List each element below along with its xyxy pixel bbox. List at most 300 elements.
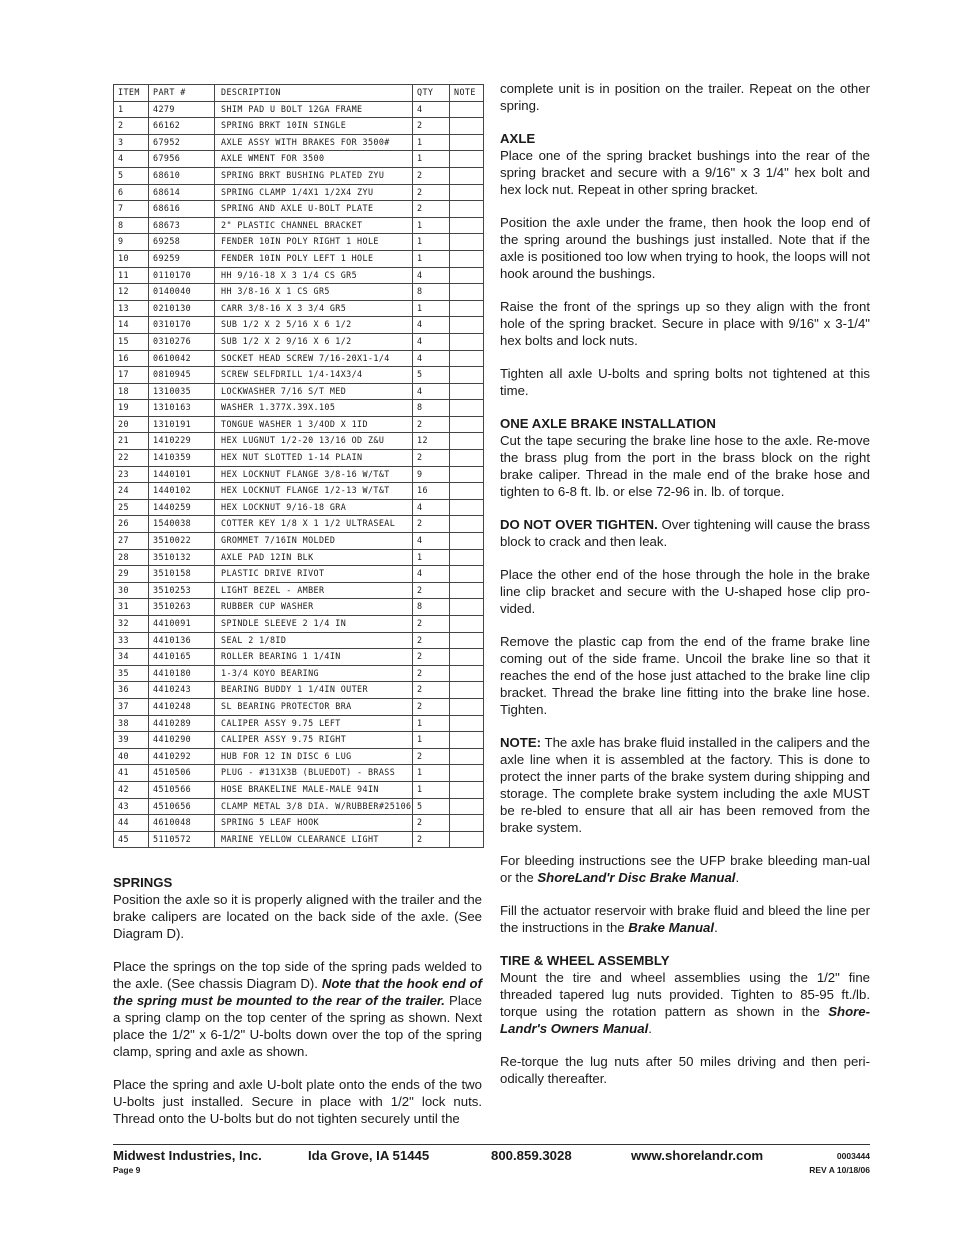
table-row <box>114 582 484 599</box>
table-row <box>114 665 484 682</box>
cell-qty: 2 <box>413 748 450 765</box>
cell-description: AXLE ASSY WITH BRAKES FOR 3500# <box>215 134 413 151</box>
cell-part-number: 3510022 <box>149 533 215 550</box>
cell-part-number: 68610 <box>149 167 215 184</box>
cell-description: SL BEARING PROTECTOR BRA <box>215 698 413 715</box>
table-row <box>114 616 484 633</box>
cell-note <box>450 815 484 832</box>
cell-description: BEARING BUDDY 1 1/4IN OUTER <box>215 682 413 699</box>
cell-item: 20 <box>114 416 149 433</box>
cell-part-number: 4410292 <box>149 748 215 765</box>
cell-note <box>450 632 484 649</box>
cell-qty: 4 <box>413 101 450 118</box>
cell-note <box>450 101 484 118</box>
parts-table <box>113 84 484 848</box>
cell-description: HEX LOCKNUT FLANGE 1/2-13 W/T&T <box>215 483 413 500</box>
cell-note <box>450 134 484 151</box>
cell-note <box>450 167 484 184</box>
cell-item: 3 <box>114 134 149 151</box>
cell-note <box>450 400 484 417</box>
cell-note <box>450 217 484 234</box>
right-column <box>500 80 870 1087</box>
cell-description: GROMMET 7/16IN MOLDED <box>215 533 413 550</box>
cell-item: 28 <box>114 549 149 566</box>
cell-item: 19 <box>114 400 149 417</box>
cell-note <box>450 383 484 400</box>
cell-part-number: 66162 <box>149 118 215 135</box>
cell-qty: 16 <box>413 483 450 500</box>
table-row <box>114 350 484 367</box>
cell-qty: 2 <box>413 831 450 848</box>
cell-part-number: 68616 <box>149 201 215 218</box>
tire-text: Mount the tire and wheel assemblies using the 1/2" fine threaded tapered lug nuts provided. Tighten to 85-95 ft./lb. torque using the rotation pattern as shown in the <box>500 970 870 1019</box>
cell-part-number: 4410248 <box>149 698 215 715</box>
cell-note <box>450 582 484 599</box>
cell-part-number: 0310276 <box>149 333 215 350</box>
brake-manual-ref: Brake Manual <box>628 920 715 935</box>
header-qty: QTY <box>413 85 450 102</box>
cell-item: 8 <box>114 217 149 234</box>
cell-description: HEX LOCKNUT FLANGE 3/8-16 W/T&T <box>215 466 413 483</box>
bleeding-end: . <box>735 870 740 885</box>
cell-qty: 2 <box>413 118 450 135</box>
cell-note <box>450 317 484 334</box>
table-row <box>114 566 484 583</box>
springs-section <box>113 874 482 1127</box>
cell-part-number: 1410359 <box>149 450 215 467</box>
parts-table-header-row <box>114 85 484 102</box>
cell-note <box>450 466 484 483</box>
cell-qty: 1 <box>413 300 450 317</box>
cell-description: CALIPER ASSY 9.75 LEFT <box>215 715 413 732</box>
cell-item: 17 <box>114 367 149 384</box>
cell-note <box>450 416 484 433</box>
cell-note <box>450 350 484 367</box>
table-row <box>114 798 484 815</box>
cell-description: LIGHT BEZEL - AMBER <box>215 582 413 599</box>
cell-note <box>450 333 484 350</box>
table-row <box>114 765 484 782</box>
table-row <box>114 649 484 666</box>
cell-item: 25 <box>114 499 149 516</box>
header-item: ITEM <box>114 85 149 102</box>
brake-paragraph-3: Place the other end of the hose through the hole in the brake line clip bracket and secure with the U-shaped hose clip pro-vided. <box>500 567 870 616</box>
footer-phone: 800.859.3028 <box>491 1148 572 1163</box>
cell-description: PLUG - #131X3B (BLUEDOT) - BRASS <box>215 765 413 782</box>
cell-part-number: 0210130 <box>149 300 215 317</box>
table-row <box>114 698 484 715</box>
cell-description: 1-3/4 KOYO BEARING <box>215 665 413 682</box>
cell-note <box>450 499 484 516</box>
tire-end: . <box>648 1021 652 1036</box>
tire-heading: TIRE & WHEEL ASSEMBLY <box>500 953 670 968</box>
table-row <box>114 134 484 151</box>
brake-warning: DO NOT OVER TIGHTEN. <box>500 517 658 532</box>
cell-description: TONGUE WASHER 1 3/4OD X 1ID <box>215 416 413 433</box>
cell-description: SUB 1/2 X 2 5/16 X 6 1/2 <box>215 317 413 334</box>
cell-qty: 4 <box>413 383 450 400</box>
cell-item: 30 <box>114 582 149 599</box>
cell-description: 2" PLASTIC CHANNEL BRACKET <box>215 217 413 234</box>
cell-part-number: 0310170 <box>149 317 215 334</box>
note-label: NOTE: <box>500 735 542 750</box>
cell-qty: 1 <box>413 715 450 732</box>
cell-part-number: 4610048 <box>149 815 215 832</box>
cell-description: PLASTIC DRIVE RIVOT <box>215 566 413 583</box>
table-row <box>114 499 484 516</box>
cell-item: 43 <box>114 798 149 815</box>
table-row <box>114 284 484 301</box>
parts-table-body <box>114 101 484 848</box>
cell-qty: 4 <box>413 566 450 583</box>
cell-part-number: 3510263 <box>149 599 215 616</box>
fill-end: . <box>714 920 718 935</box>
cell-qty: 8 <box>413 599 450 616</box>
cell-part-number: 3510132 <box>149 549 215 566</box>
cell-item: 21 <box>114 433 149 450</box>
cell-part-number: 68614 <box>149 184 215 201</box>
cell-item: 14 <box>114 317 149 334</box>
table-row <box>114 167 484 184</box>
cell-part-number: 5110572 <box>149 831 215 848</box>
cell-part-number: 4410180 <box>149 665 215 682</box>
cell-item: 38 <box>114 715 149 732</box>
cell-description: HEX LOCKNUT 9/16-18 GRA <box>215 499 413 516</box>
header-note: NOTE <box>450 85 484 102</box>
cell-description: RUBBER CUP WASHER <box>215 599 413 616</box>
footer-revision: REV A 10/18/06 <box>809 1165 870 1175</box>
cell-qty: 4 <box>413 267 450 284</box>
cell-item: 13 <box>114 300 149 317</box>
cell-part-number: 1540038 <box>149 516 215 533</box>
cell-qty: 2 <box>413 698 450 715</box>
cell-description: WASHER 1.377X.39X.105 <box>215 400 413 417</box>
cell-description: SPRING BRKT 10IN SINGLE <box>215 118 413 135</box>
cell-part-number: 68673 <box>149 217 215 234</box>
cell-part-number: 1310163 <box>149 400 215 417</box>
table-row <box>114 217 484 234</box>
cell-description: LOCKWASHER 7/16 S/T MED <box>215 383 413 400</box>
cell-note <box>450 599 484 616</box>
brake-paragraph-4: Remove the plastic cap from the end of the frame brake line coming out of the side frame. Uncoil the brake line so that it reaches the end of the hose just attached to the brake line clip bracket. Thread the brake line fitting into the brake line hose. Tighten. <box>500 634 870 717</box>
cell-note <box>450 118 484 135</box>
table-row <box>114 383 484 400</box>
springs-p2-emphasis: Note that the hook end of the spring must be mounted to the rear of the trailer. <box>113 976 482 1008</box>
cell-note <box>450 284 484 301</box>
cell-description: HH 3/8-16 X 1 CS GR5 <box>215 284 413 301</box>
cell-description: SUB 1/2 X 2 9/16 X 6 1/2 <box>215 333 413 350</box>
cell-item: 22 <box>114 450 149 467</box>
cell-item: 45 <box>114 831 149 848</box>
table-row <box>114 748 484 765</box>
cell-description: FENDER 10IN POLY RIGHT 1 HOLE <box>215 234 413 251</box>
cell-note <box>450 616 484 633</box>
cell-qty: 1 <box>413 217 450 234</box>
table-row <box>114 632 484 649</box>
table-row <box>114 549 484 566</box>
cell-part-number: 3510253 <box>149 582 215 599</box>
springs-paragraph-1: Position the axle so it is properly aligned with the trailer and the brake calipers are located on the back side of the axle. (See Diagram D). <box>113 892 482 941</box>
cell-description: SPRING CLAMP 1/4X1 1/2X4 ZYU <box>215 184 413 201</box>
cell-part-number: 1440102 <box>149 483 215 500</box>
table-row <box>114 599 484 616</box>
table-row <box>114 400 484 417</box>
cell-qty: 2 <box>413 616 450 633</box>
cell-description: SPINDLE SLEEVE 2 1/4 IN <box>215 616 413 633</box>
axle-paragraph-3: Raise the front of the springs up so they align with the front hole of the spring bracket. Secure in place with 9/16" x 3-1/4" hex bolts and lock nuts. <box>500 299 870 348</box>
axle-paragraph-1: Place one of the spring bracket bushings into the rear of the spring bracket and secure with a 9/16" x 3 1/4" hex bolt and hex lock nut. Repeat in other spring bracket. <box>500 148 870 197</box>
cell-qty: 1 <box>413 765 450 782</box>
table-row <box>114 516 484 533</box>
cell-qty: 2 <box>413 416 450 433</box>
table-row <box>114 201 484 218</box>
cell-qty: 2 <box>413 649 450 666</box>
cell-part-number: 4410136 <box>149 632 215 649</box>
cell-note <box>450 682 484 699</box>
cell-description: SOCKET HEAD SCREW 7/16-20X1-1/4 <box>215 350 413 367</box>
cell-note <box>450 831 484 848</box>
cell-item: 2 <box>114 118 149 135</box>
footer-website: www.shorelandr.com <box>631 1148 764 1163</box>
cell-description: HOSE BRAKELINE MALE-MALE 94IN <box>215 781 413 798</box>
cell-part-number: 4510506 <box>149 765 215 782</box>
header-part-number: PART # <box>149 85 215 102</box>
cell-qty: 2 <box>413 184 450 201</box>
cell-qty: 2 <box>413 682 450 699</box>
cell-description: SPRING AND AXLE U-BOLT PLATE <box>215 201 413 218</box>
bleeding-text: For bleeding instructions see the UFP brake bleeding man-ual or the <box>500 853 870 885</box>
cell-part-number: 1440259 <box>149 499 215 516</box>
cell-description: MARINE YELLOW CLEARANCE LIGHT <box>215 831 413 848</box>
cell-part-number: 4410290 <box>149 732 215 749</box>
table-row <box>114 267 484 284</box>
cell-qty: 1 <box>413 549 450 566</box>
cell-part-number: 67956 <box>149 151 215 168</box>
cell-item: 39 <box>114 732 149 749</box>
footer-company: Midwest Industries, Inc. <box>113 1148 262 1163</box>
cell-note <box>450 732 484 749</box>
cell-item: 37 <box>114 698 149 715</box>
cell-item: 29 <box>114 566 149 583</box>
cell-description: HEX LUGNUT 1/2-20 13/16 OD Z&U <box>215 433 413 450</box>
springs-continued: complete unit is in position on the trailer. Repeat on the other spring. <box>500 81 870 113</box>
cell-part-number: 1310191 <box>149 416 215 433</box>
cell-description: SHIM PAD U BOLT 12GA FRAME <box>215 101 413 118</box>
cell-item: 16 <box>114 350 149 367</box>
springs-p2-rest: Place a spring clamp on the top center of the spring as shown. Next place the 1/2" x 6-1/2" U-bolts down over the top of the spring clamp, spring and axle as shown. <box>113 993 483 1059</box>
axle-paragraph-4: Tighten all axle U-bolts and spring bolts not tightened at this time. <box>500 366 870 398</box>
cell-note <box>450 184 484 201</box>
cell-part-number: 0140040 <box>149 284 215 301</box>
cell-description: HUB FOR 12 IN DISC 6 LUG <box>215 748 413 765</box>
cell-note <box>450 300 484 317</box>
cell-qty: 5 <box>413 798 450 815</box>
cell-item: 31 <box>114 599 149 616</box>
cell-item: 42 <box>114 781 149 798</box>
cell-note <box>450 649 484 666</box>
cell-qty: 5 <box>413 367 450 384</box>
cell-qty: 4 <box>413 350 450 367</box>
cell-part-number: 69259 <box>149 250 215 267</box>
cell-item: 6 <box>114 184 149 201</box>
cell-part-number: 0110170 <box>149 267 215 284</box>
cell-item: 24 <box>114 483 149 500</box>
table-row <box>114 450 484 467</box>
cell-qty: 1 <box>413 234 450 251</box>
cell-part-number: 1310035 <box>149 383 215 400</box>
cell-description: SPRING BRKT BUSHING PLATED ZYU <box>215 167 413 184</box>
cell-description: AXLE WMENT FOR 3500 <box>215 151 413 168</box>
table-row <box>114 151 484 168</box>
table-row <box>114 184 484 201</box>
cell-qty: 2 <box>413 815 450 832</box>
cell-qty: 8 <box>413 400 450 417</box>
page-footer <box>113 1148 870 1182</box>
cell-item: 27 <box>114 533 149 550</box>
table-row <box>114 533 484 550</box>
cell-item: 9 <box>114 234 149 251</box>
cell-part-number: 67952 <box>149 134 215 151</box>
disc-brake-manual-ref: ShoreLand'r Disc Brake Manual <box>537 870 736 885</box>
cell-item: 18 <box>114 383 149 400</box>
cell-part-number: 4279 <box>149 101 215 118</box>
cell-item: 35 <box>114 665 149 682</box>
note-paragraph <box>500 734 870 836</box>
cell-note <box>450 250 484 267</box>
table-row <box>114 250 484 267</box>
cell-description: ROLLER BEARING 1 1/4IN <box>215 649 413 666</box>
cell-note <box>450 533 484 550</box>
cell-item: 5 <box>114 167 149 184</box>
cell-description: SCREW SELFDRILL 1/4-14X3/4 <box>215 367 413 384</box>
cell-note <box>450 516 484 533</box>
cell-item: 26 <box>114 516 149 533</box>
springs-paragraph-2 <box>113 958 482 1060</box>
cell-description: COTTER KEY 1/8 X 1 1/2 ULTRASEAL <box>215 516 413 533</box>
cell-qty: 2 <box>413 516 450 533</box>
table-row <box>114 234 484 251</box>
note-text: The axle has brake fluid installed in the calipers and the axle line when it is assembled at the factory. This is done to protect the inner parts of the brake system during shipping and storage. The complete brake system including the axle MUST be re-bled to ensure that all air has been removed from the brake system. <box>500 735 870 835</box>
cell-description: CARR 3/8-16 X 3 3/4 GR5 <box>215 300 413 317</box>
cell-part-number: 0810945 <box>149 367 215 384</box>
footer-divider <box>113 1144 870 1145</box>
cell-item: 40 <box>114 748 149 765</box>
axle-paragraph-2: Position the axle under the frame, then hook the loop end of the spring around the bushings just installed. Note that if the axle is positioned too low when trying to hook, the loops will not hook around the bushings. <box>500 215 870 281</box>
cell-description: FENDER 10IN POLY LEFT 1 HOLE <box>215 250 413 267</box>
springs-paragraph-3: Place the spring and axle U-bolt plate onto the ends of the two U-bolts just installed. Secure in place with 1/2" lock nuts. Thread onto the U-bolts but do not tighten securely until the <box>113 1077 482 1126</box>
table-row <box>114 831 484 848</box>
cell-part-number: 1440101 <box>149 466 215 483</box>
cell-part-number: 4510656 <box>149 798 215 815</box>
axle-heading: AXLE <box>500 131 536 146</box>
cell-part-number: 69258 <box>149 234 215 251</box>
cell-qty: 4 <box>413 499 450 516</box>
cell-qty: 1 <box>413 151 450 168</box>
cell-description: SPRING 5 LEAF HOOK <box>215 815 413 832</box>
cell-item: 44 <box>114 815 149 832</box>
table-row <box>114 367 484 384</box>
cell-description: SEAL 2 1/8ID <box>215 632 413 649</box>
cell-note <box>450 798 484 815</box>
cell-note <box>450 267 484 284</box>
cell-item: 7 <box>114 201 149 218</box>
header-description: DESCRIPTION <box>215 85 413 102</box>
table-row <box>114 433 484 450</box>
cell-item: 36 <box>114 682 149 699</box>
cell-item: 4 <box>114 151 149 168</box>
cell-qty: 2 <box>413 450 450 467</box>
cell-note <box>450 151 484 168</box>
cell-part-number: 1410229 <box>149 433 215 450</box>
fill-paragraph <box>500 902 870 936</box>
springs-heading: SPRINGS <box>113 875 173 890</box>
table-row <box>114 333 484 350</box>
cell-note <box>450 483 484 500</box>
table-row <box>114 466 484 483</box>
cell-item: 34 <box>114 649 149 666</box>
footer-page-number: Page 9 <box>113 1165 141 1175</box>
cell-note <box>450 765 484 782</box>
cell-note <box>450 748 484 765</box>
parts-table-header <box>114 85 484 102</box>
table-row <box>114 483 484 500</box>
cell-note <box>450 367 484 384</box>
cell-note <box>450 234 484 251</box>
cell-qty: 1 <box>413 732 450 749</box>
cell-note <box>450 201 484 218</box>
brake-warning-text: Over tightening will cause the brass block to crack and then leak. <box>500 517 870 549</box>
cell-note <box>450 698 484 715</box>
table-row <box>114 118 484 135</box>
cell-note <box>450 433 484 450</box>
table-row <box>114 300 484 317</box>
cell-part-number: 0610042 <box>149 350 215 367</box>
cell-qty: 2 <box>413 201 450 218</box>
cell-item: 15 <box>114 333 149 350</box>
cell-part-number: 4410091 <box>149 616 215 633</box>
table-row <box>114 317 484 334</box>
cell-item: 12 <box>114 284 149 301</box>
table-row <box>114 732 484 749</box>
brake-paragraph-1: Cut the tape securing the brake line hose to the axle. Re-move the brass plug from the port in the brass block on the right brake caliper. Thread in the male end of the brake hose and tighten to 6-8 ft. lb. or else 72-96 in. lb. of torque. <box>500 433 870 499</box>
cell-item: 32 <box>114 616 149 633</box>
cell-qty: 2 <box>413 582 450 599</box>
table-row <box>114 815 484 832</box>
table-row <box>114 715 484 732</box>
footer-doc-number: 0003444 <box>836 1151 870 1161</box>
owners-manual-ref: Shore-Landr's Owners Manual <box>500 1004 870 1036</box>
cell-note <box>450 549 484 566</box>
cell-part-number: 4410243 <box>149 682 215 699</box>
footer-city: Ida Grove, IA 51445 <box>308 1148 430 1163</box>
cell-part-number: 4410289 <box>149 715 215 732</box>
cell-item: 23 <box>114 466 149 483</box>
cell-qty: 1 <box>413 134 450 151</box>
cell-qty: 2 <box>413 167 450 184</box>
cell-item: 33 <box>114 632 149 649</box>
cell-description: HH 9/16-18 X 3 1/4 CS GR5 <box>215 267 413 284</box>
brake-heading: ONE AXLE BRAKE INSTALLATION <box>500 416 716 431</box>
cell-note <box>450 665 484 682</box>
cell-qty: 4 <box>413 317 450 334</box>
brake-paragraph-2 <box>500 516 870 550</box>
retorque-paragraph: Re-torque the lug nuts after 50 miles driving and then peri-odically thereafter. <box>500 1054 870 1086</box>
cell-note <box>450 781 484 798</box>
cell-qty: 8 <box>413 284 450 301</box>
cell-description: CALIPER ASSY 9.75 RIGHT <box>215 732 413 749</box>
cell-item: 1 <box>114 101 149 118</box>
tire-paragraph <box>500 969 870 1037</box>
